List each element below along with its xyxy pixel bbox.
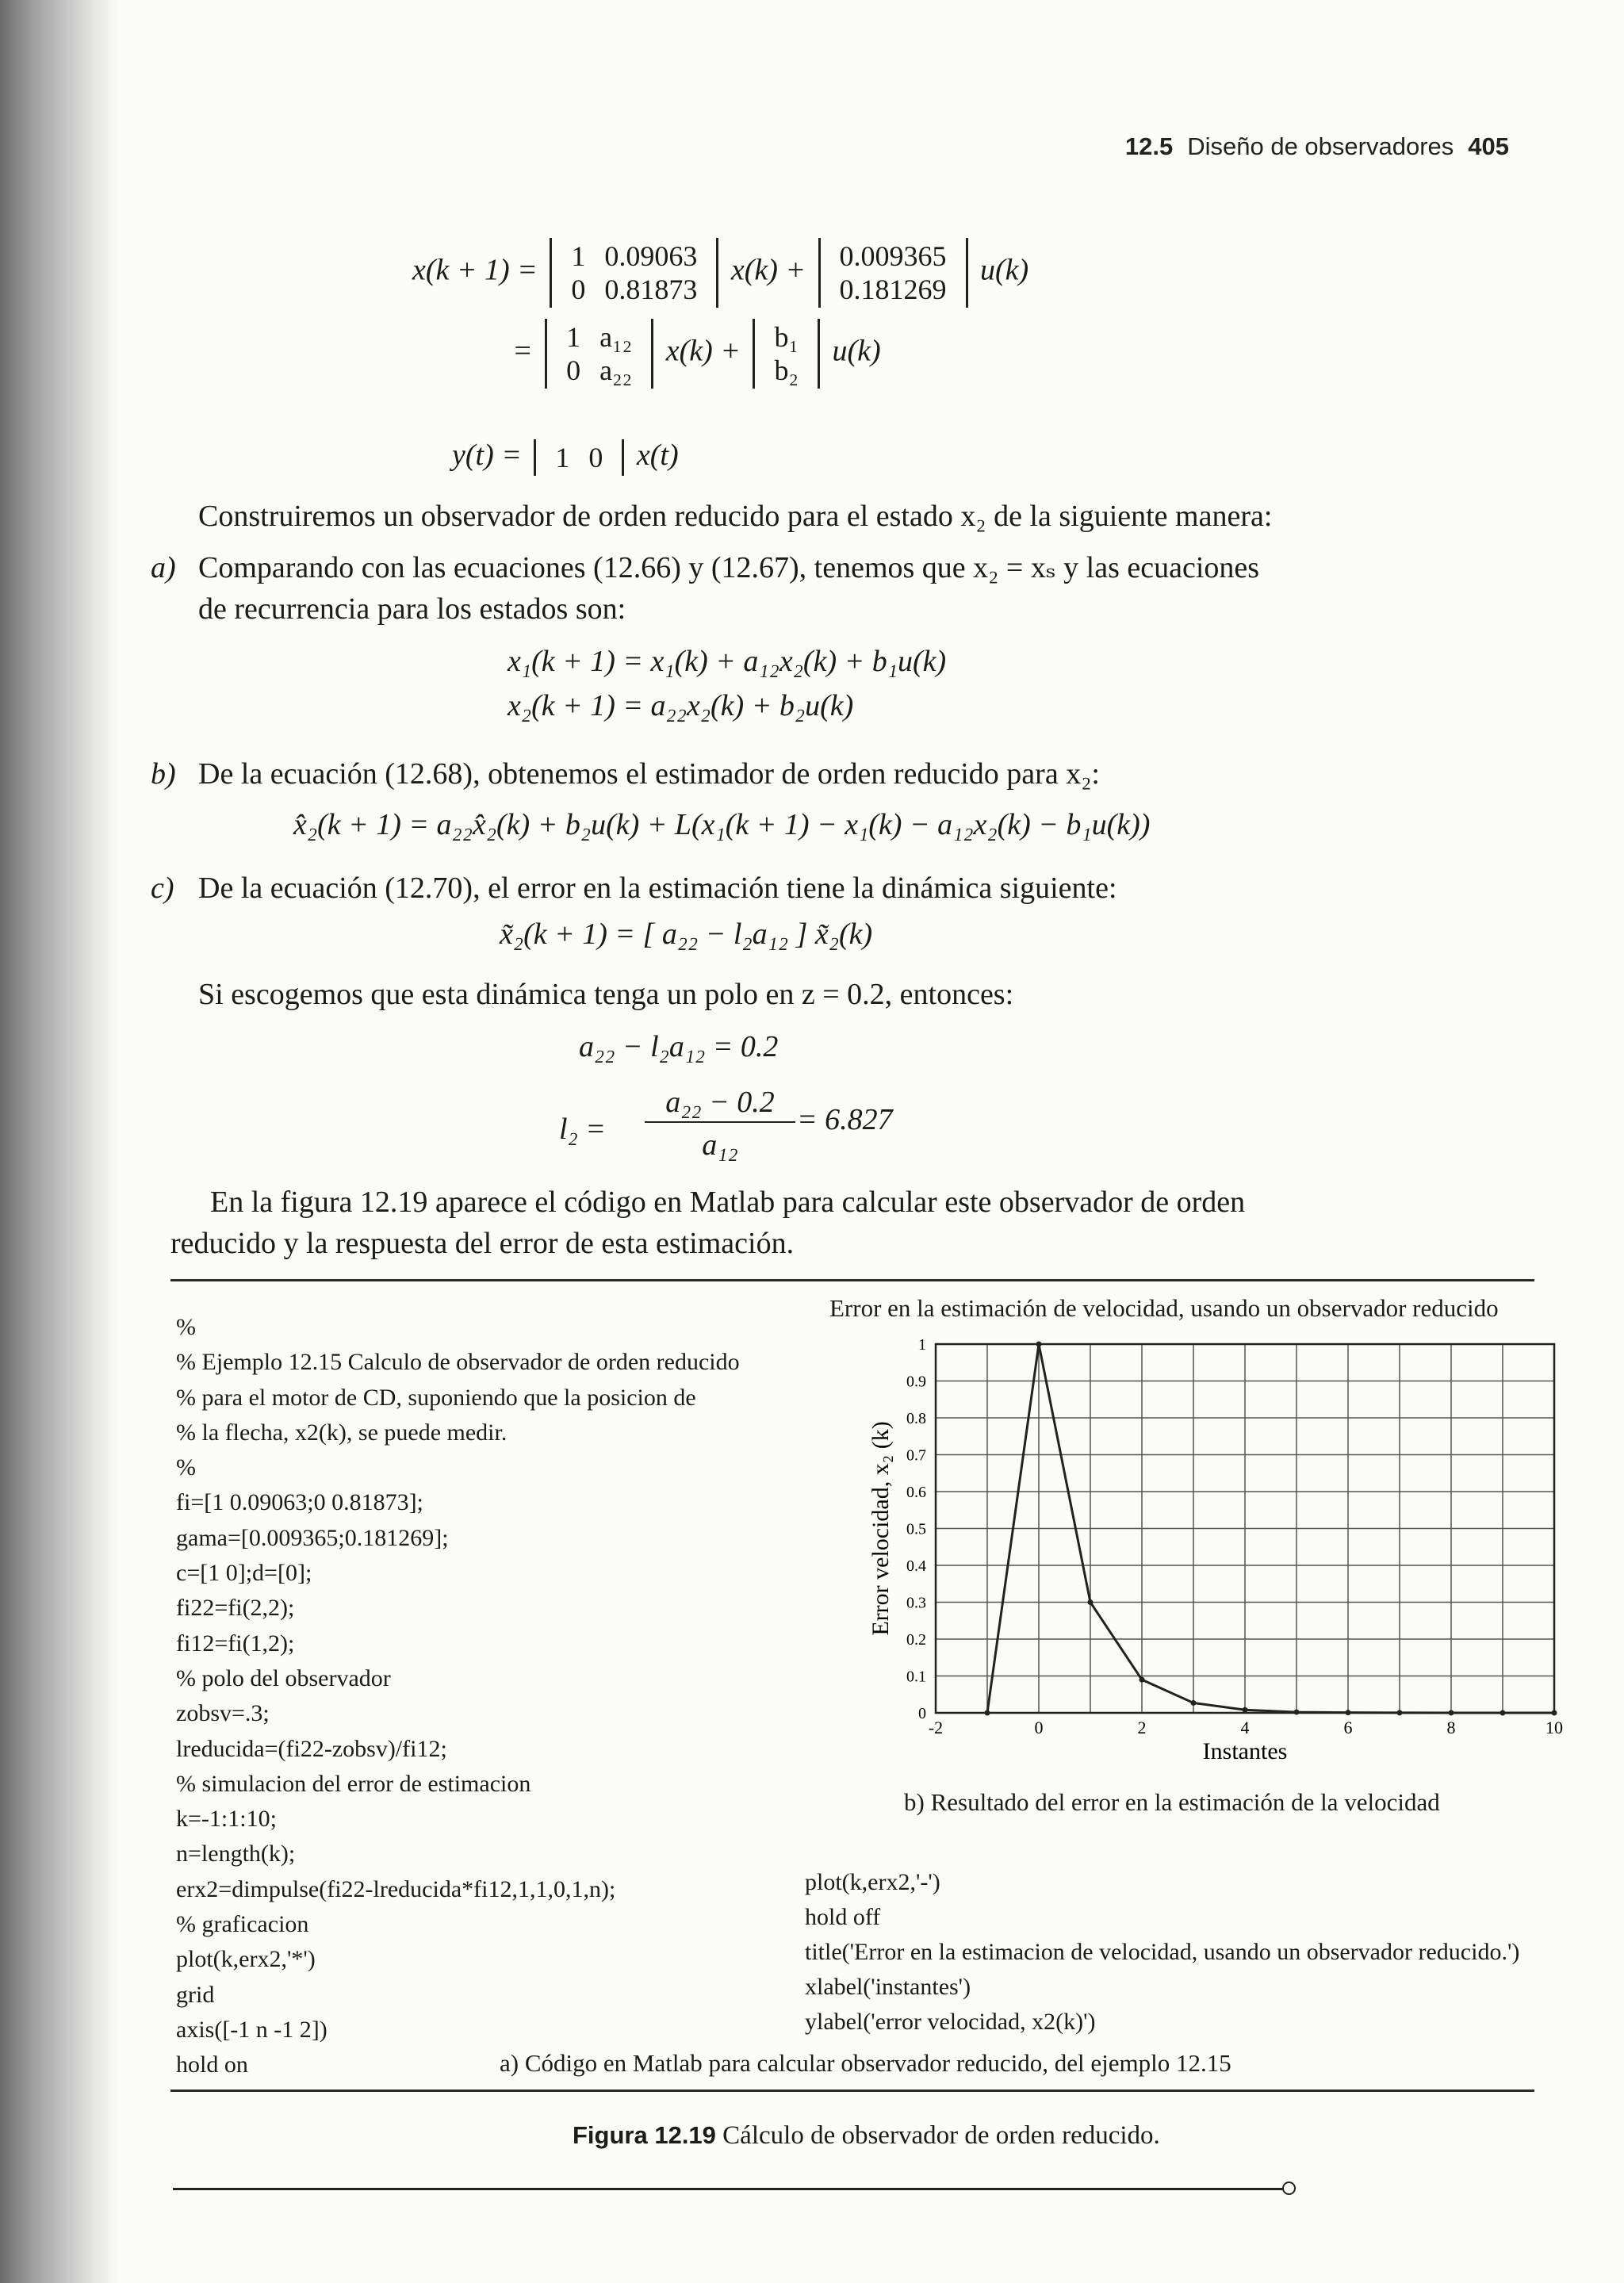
recurrence-eq-2: x₂(k + 1) = a₂₂x₂(k) + b₂u(k) [508,689,854,722]
chart-grid [936,1344,1554,1713]
matrix-cell: 0.181269 [839,274,947,305]
chart-data-point [1449,1710,1454,1715]
matrix-cell: 0.09063 [604,240,698,272]
chart-y-tick-label: 0.1 [906,1668,926,1686]
matrix-cell: 1 [566,321,581,353]
state-equation [412,238,1028,308]
chart-y-tick-label: 0.3 [906,1594,926,1612]
chart-y-tick-label: 0 [918,1705,926,1722]
code-line: xlabel('instantes') [805,1974,971,2000]
xt-term: x(t) [636,439,679,472]
code-line: % polo del observador [176,1664,391,1691]
code-line: % la flecha, x2(k), se puede medir. [176,1419,508,1446]
matrix-cell: 1 [571,240,586,272]
code-line: gama=[0.009365;0.181269]; [176,1524,449,1551]
l2-result: = 6.827 [797,1103,893,1136]
chart-ticks [906,1336,1563,1737]
chart-x-tick-label: 10 [1545,1718,1563,1737]
xk-term: x(k) + [730,253,806,287]
chart-y-tick-label: 0.7 [906,1446,926,1465]
chart-y-tick-label: 0.8 [906,1410,926,1427]
chart-data-point [1346,1710,1351,1715]
matrix-cell: 0.81873 [604,274,698,305]
estimator-equation: x̂₂(k + 1) = a₂₂x̂₂(k) + b₂u(k) + L(x₁(k + 1) − x₁(k) − a₁₂x₂(k) − b₁u(k)) [293,808,1151,841]
section-number: 12.5 [1124,132,1174,160]
code-line: plot(k,erx2,'-') [805,1869,940,1895]
l2-numerator: a₂₂ − 0.2 [645,1085,795,1123]
code-line: % simulacion del error de estimacion [176,1770,531,1797]
uk-term: u(k) [980,253,1029,287]
chart-y-tick-label: 0.6 [906,1484,926,1501]
output-equation [452,438,679,476]
matrix-cell: b₂ [774,354,799,386]
code-line: % [176,1314,196,1340]
code-line: title('Error en la estimacion de velocidad, usando un observador reducido.') [805,1939,1520,1965]
matrix-cell: 1 [555,442,570,474]
chart-data-point [1294,1710,1300,1715]
item-c-label: c) [151,871,174,905]
chart-y-tick-label: 1 [918,1336,926,1354]
chart-x-label: Instantes [1202,1738,1288,1764]
code-line: k=-1:1:10; [176,1806,277,1833]
code-line: plot(k,erx2,'*') [176,1946,316,1973]
matrix-cell: 0 [566,354,581,386]
matrix-cell: 0 [571,274,586,305]
running-head [1125,132,1509,161]
code-line: % [176,1454,196,1481]
figure-caption [573,2121,1160,2151]
chart-title: Error en la estimación de velocidad, usando un observador reducido [829,1294,1499,1322]
code-line: hold off [805,1904,881,1930]
figure-label: Figura 12.19 [573,2121,716,2149]
code-line: fi22=fi(2,2); [176,1595,295,1622]
code-line: erx2=dimpulse(fi22-lreducida*fi12,1,1,0,1,n); [176,1875,616,1902]
figure-bottom-rule [170,2090,1534,2092]
code-line: zobsv=.3; [176,1700,270,1727]
state-lhs: x(k + 1) = [412,253,538,287]
pole-paragraph: Si escogemos que esta dinámica tenga un polo en z = 0.2, entonces: [198,978,1014,1011]
code-line: lreducida=(fi22-zobsv)/fi12; [176,1735,447,1762]
chart-y-tick-label: 0.9 [906,1373,926,1391]
code-line: grid [176,1981,215,2008]
code-line: % Ejemplo 12.15 Calculo de observador de orden reducido [176,1349,740,1376]
caption-subfigure-b: b) Resultado del error en la estimación de la velocidad [904,1788,1440,1816]
matrix-cell: 0 [588,442,603,474]
code-line: fi=[1 0.09063;0 0.81873]; [176,1489,423,1516]
gamma-symbolic-matrix [753,319,820,389]
matrix-cell: a₁₂ [599,321,633,353]
code-line: c=[1 0];d=[0]; [176,1560,312,1587]
page-number: 405 [1468,132,1509,160]
chart-data-point [1191,1700,1197,1706]
code-line: axis([-1 n -1 2]) [176,2016,327,2043]
matrix-cell: 0.009365 [839,240,947,272]
output-lhs: y(t) = [452,439,522,472]
code-line: % para el motor de CD, suponiendo que la posicion de [176,1384,696,1411]
pole-equation: a₂₂ − l₂a₁₂ = 0.2 [579,1030,779,1063]
chart-x-tick-label: 2 [1137,1718,1147,1737]
caption-subfigure-a: a) Código en Matlab para calcular observador reducido, del ejemplo 12.15 [500,2049,1231,2077]
code-line: hold on [176,2051,248,2078]
figure-reference-paragraph: En la figura 12.19 aparece el código en Matlab para calcular este observador de orden reducido y la respuesta del error de esta estimación. [170,1186,1246,1260]
chart-y-tick-label: 0.4 [906,1557,926,1575]
chart-y-label: Error velocidad, x₂ (k) [868,1421,894,1636]
figure-top-rule [170,1279,1534,1281]
item-a-label: a) [151,551,176,584]
item-a-text: Comparando con las ecuaciones (12.66) y (12.67), tenemos que x₂ = xₛ y las ecuaciones de recurrencia para los estados son: [198,551,1260,626]
code-line: ylabel('error velocidad, x2(k)') [805,2009,1096,2035]
chart-data-point [1036,1342,1042,1347]
chart-y-tick-label: 0.5 [906,1520,926,1538]
chart-data-point [1088,1599,1094,1605]
phi-symbolic-matrix [545,319,653,389]
matrix-cell: b₁ [774,321,799,353]
code-line: fi12=fi(1,2); [176,1630,295,1657]
l2-lhs: l₂ = [559,1113,606,1146]
l2-equation [559,1085,892,1164]
chart-y-tick-label: 0.2 [906,1631,926,1649]
equals-sign: = [512,334,533,368]
matrix-cell: a₂₂ [599,354,633,386]
end-of-section-marker [1282,2181,1296,2195]
code-line: % graficacion [176,1911,309,1938]
book-binding-shadow [0,0,119,2283]
code-line: n=length(k); [176,1841,296,1867]
item-b-text: De la ecuación (12.68), obtenemos el estimador de orden reducido para x₂: [198,757,1100,791]
l2-denominator: a₁₂ [702,1128,738,1162]
end-of-section-rule [173,2188,1283,2190]
phi-matrix [550,238,718,308]
chart-x-tick-label: -2 [928,1718,944,1737]
gamma-matrix [818,238,968,308]
intro-paragraph: Construiremos un observador de orden reducido para el estado x₂ de la siguiente manera: [198,500,1273,533]
chart-data-point [1397,1710,1403,1715]
matlab-code-left [176,1310,740,2083]
chart-x-tick-label: 0 [1034,1718,1044,1737]
section-title: Diseño de observadores [1187,132,1454,160]
matlab-code-right [805,1865,1519,2040]
item-b-label: b) [151,757,176,791]
figure-caption-text: Cálculo de observador de orden reducido. [722,2121,1160,2150]
chart-x-tick-label: 4 [1240,1718,1250,1737]
error-chart [856,1320,1570,1796]
chart-data-point [1139,1677,1145,1683]
chart-data-point [985,1710,990,1716]
chart-x-tick-label: 8 [1446,1718,1456,1737]
xk-term: x(k) + [665,334,741,368]
chart-data-point [1500,1710,1506,1716]
chart-data-point [1243,1707,1248,1713]
recurrence-eq-1: x₁(k + 1) = x₁(k) + a₁₂x₂(k) + b₁u(k) [508,645,947,678]
chart-data-point [1552,1710,1557,1716]
c-matrix [534,439,624,476]
chart-x-tick-label: 6 [1343,1718,1353,1737]
state-equation-symbolic [512,319,881,389]
uk-term: u(k) [832,334,881,368]
item-c-text: De la ecuación (12.70), el error en la estimación tiene la dinámica siguiente: [198,871,1117,905]
error-dynamics-equation: x̃₂(k + 1) = [ a₂₂ − l₂a₁₂ ] x̃₂(k) [500,917,873,951]
